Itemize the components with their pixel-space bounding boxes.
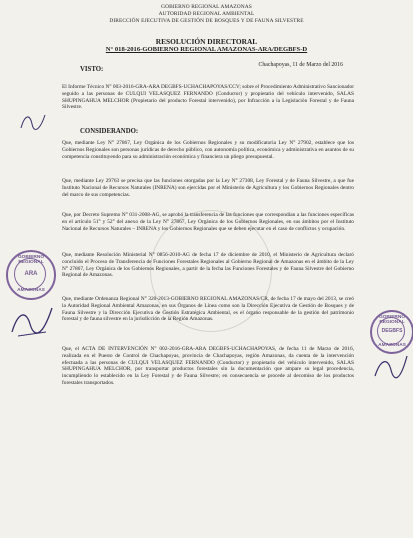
letterhead	[0, 4, 413, 25]
left-seal-top-text: GOBIERNO REGIONAL	[17, 255, 45, 265]
document-date: Chachapoyas, 11 de Marzo del 2016	[258, 62, 343, 68]
right-seal-center-text: DEGBFS	[381, 328, 403, 334]
considerando-heading: CONSIDERANDO:	[80, 128, 139, 135]
considerando-paragraph-1: Que, mediante Ley N° 27867, Ley Orgánica de los Gobiernos Regionales y su modificatoria Ley N° 27902, establece que los Gobiernos Regionales son personas jurídicas de derecho público, con autonomía política, económica y administrativa en asuntos de su competencia constituyendo para su administración económica y financiera un pliego presupuestal.	[62, 140, 354, 160]
letterhead-line-1: GOBIERNO REGIONAL AMAZONAS	[161, 4, 252, 10]
right-signature	[372, 352, 410, 386]
resolution-number: N° 018-2016-GOBIERNO REGIONAL AMAZONAS-ARA/DEGBFS-D	[105, 46, 308, 53]
left-signature	[8, 302, 56, 342]
visto-heading: VISTO:	[80, 66, 104, 73]
visto-paragraph: El Informe Técnico N° 003-2016-GRA-ARA DEGBFS-UCHACHAPOYAS/CCV; sobre el Procedimiento Administrativo Sancionador seguido a las personas de CULQUI VELASQUEZ FERNANDO (Conductor) y propietario del vehículo intervenido, SALAS SHUPINGAHUA MELCHOR (Propietario del producto Forestal intervenido), por Infracción a la Legislación Forestal y de Fauna Silvestre.	[62, 84, 354, 111]
letterhead-line-2: AUTORIDAD REGIONAL AMBIENTAL	[158, 11, 255, 17]
resolution-title: RESOLUCIÓN DIRECTORAL	[155, 37, 258, 46]
considerando-paragraph-2: Que, mediante Ley 29763 se precisa que las funciones otorgadas por la Ley N° 27308, Ley Forestal y de Fauna Silvestre, a que fue Instituto Nacional de Recursos Naturales (INRENA) son ejercidas por el Ministerio de Agricultura y los Gobiernos Regionales dentro del marco de sus competencias.	[62, 178, 354, 198]
right-seal-top-text: GOBIERNO REGIONAL	[378, 315, 406, 325]
letterhead-line-3: DIRECCIÓN EJECUTIVA DE GESTIÓN DE BOSQUES Y DE FAUNA SILVESTRE	[109, 18, 304, 24]
considerando-paragraph-5: Que, mediante Ordenanza Regional N° 320-2013-GOBIERNO REGIONAL AMAZONAS/CR, de fecha 17 de mayo del 2013, se creó la Autoridad Regional Ambiental Amazonas, en sus Órganos de Línea como son la Dirección Ejecutiva de Gestión de Bosques y de Fauna Silvestre y la Dirección Ejecutiva de Gestión Estratégica Ambiental, es el órgano responsable de la gestión del patrimonio forestal y de fauna silvestre en la jurisdicción de la Región Amazonas.	[62, 296, 354, 323]
left-seal-center-text: ARA	[24, 271, 38, 277]
considerando-paragraph-4: Que, mediante Resolución Ministerial N° 0856-2010-AG de fecha 17 de diciembre de 2010, el Ministerio de Agricultura declaró concluido el Proceso de Transferencia de Funciones Forestales Regionales al Gobierno Regional de Amazonas en el ámbito de la Ley N° 27867, Ley Orgánica de los Gobiernos Regionales, a partir de la fecha las Funciones Forestales y de Fauna Silvestre del Gobierno Regional de Amazonas.	[62, 252, 354, 279]
left-official-seal	[6, 250, 56, 300]
right-seal-bottom-text: AMAZONAS	[378, 343, 406, 348]
margin-initials	[18, 110, 48, 134]
right-official-seal	[370, 310, 413, 354]
considerando-paragraph-6: Que, el ACTA DE INTERVENCIÓN N° 002-2016-GRA-ARA DEGBFS-UCHACHAPOYAS, de fecha 11 de Marzo de 2016, realizada en el Puesto de Control de Chachapoyas, provincia de Chachapoyas, región Amazonas, da cuenta de la intervención efectuada a las personas de CULQUI VELASQUEZ FERNANDO (Conductor) y propietario del vehículo intervenido, SALAS SHUPINGAHUA MELCHOR, por transportar productos forestales sin la documentación que ampare su legal procedencia, incumpliendo lo establecido en la Ley Forestal y de Fauna Silvestre; en consecuencia se procede al decomiso de los productos forestales transportados.	[62, 346, 354, 386]
considerando-paragraph-3: Que, por Decreto Supremo N° 031-2008-AG, se aprobó la transferencia de las funciones que correspondían a las funciones específicas en el artículo 51° y 52° del anexo de la Ley N° 27867, Ley Orgánica de los Gobiernos Regionales, en sus ámbitos por el Instituto Nacional de Recursos Naturales – INRENA y los Gobiernos Regionales que se deben ejecutar en el caso de conflictos y ocupación.	[62, 212, 354, 232]
left-seal-bottom-text: AMAZONAS	[17, 288, 45, 293]
